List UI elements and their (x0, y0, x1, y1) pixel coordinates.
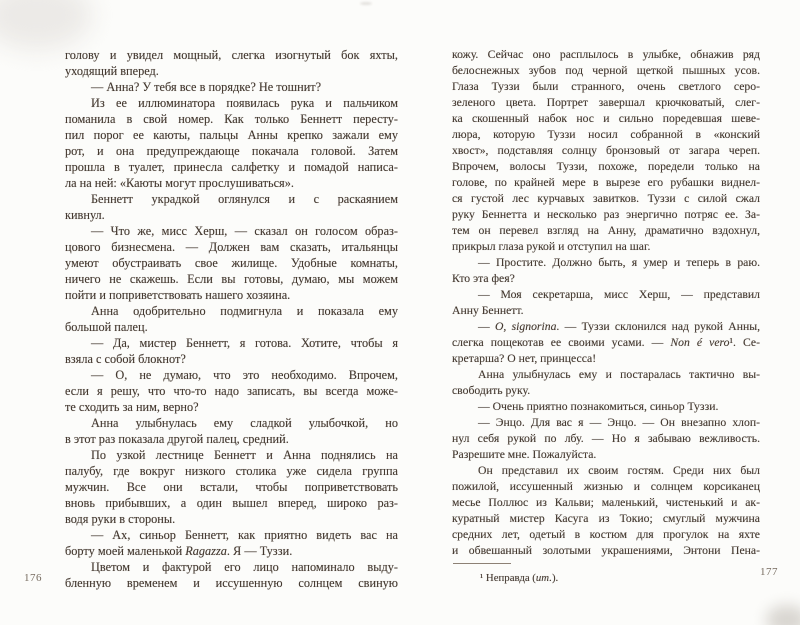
text-line: и обвешанный золотыми украшениями, Энтони Пена- (452, 544, 760, 557)
text-line: пил порог ее каюты, пальцы Анны крепко зажали ему (65, 128, 398, 142)
scan-artifact-bottom-right (766, 605, 800, 625)
text-line: зеленого цвета. Портрет завершал крючковатый, слег- (452, 96, 760, 109)
text-line: умеют обустраивать свое жилище. Удобные комнаты, (65, 256, 398, 270)
text-line: кивнул. (65, 208, 105, 222)
text-line: пожилой, иссушенный жизнью и солнцем корсиканец (452, 480, 760, 493)
text-line: голову и увидел мощный, слегка изогнутый бок яхты, (65, 48, 398, 62)
text-line: — Простите. Должно быть, я умер и теперь в раю. (478, 256, 760, 269)
text-line: ся густой лес курчавых завитков. Туззи с силой сжал (452, 192, 760, 205)
text-line: куратный мистер Касуга из Токио; смуглый мужчина (452, 512, 760, 525)
text-line: Кто эта фея? (452, 272, 515, 285)
right-page-number: 177 (760, 566, 778, 578)
footnote-divider (453, 563, 511, 564)
text-line: кретарша? О нет, принцесса! (452, 352, 597, 365)
footnote-text: ¹ Неправда (ит.). (480, 572, 559, 584)
text-line: средних лет, одетый в костюм для прогулок на яхте (452, 528, 760, 541)
text-line: хвост», подставляя солнцу бронзовый от загара череп. (452, 144, 760, 157)
text-line: ла на ней: «Каюты могут прослушиваться». (65, 176, 294, 190)
text-line: — Очень приятно познакомиться, синьор Туззи. (478, 400, 719, 413)
text-line: Анна улыбнулась ему и постаралась тактично вы- (478, 368, 760, 381)
text-line: Цветом и фактурой его лицо напоминало выду- (91, 560, 398, 574)
text-line: ничего не скажешь. Если вы готовы, думаю, мы можем (65, 272, 398, 286)
left-page-text-column (65, 47, 398, 591)
text-line: поманила в свой номер. Как только Беннетт пересту- (65, 112, 398, 126)
text-line: Он представил их своим гостям. Среди них был (478, 464, 760, 477)
text-line: — О, не думаю, что это необходимо. Впрочем, (91, 368, 398, 382)
text-line: большой палец. (65, 320, 148, 334)
text-line: — Да, мистер Беннетт, я готова. Хотите, чтобы я (91, 336, 398, 350)
text-line: тем он перевел взгляд на Анну, драматично вздохнул, (452, 224, 760, 237)
text-line: месье Поллюс из Кальви; маленький, чистенький и ак- (452, 496, 760, 509)
text-line: кожу. Сейчас оно расплылось в улыбке, обнажив ряд (452, 48, 760, 61)
text-line: уходящий вперед. (65, 64, 159, 78)
scan-artifact-top-center (360, 2, 372, 5)
text-line: прикрыл глаза рукой и отступил на шаг. (452, 240, 651, 253)
text-line: — Что же, мисс Херш, — сказал он голосом образ- (91, 224, 398, 238)
text-line: в этот раз показала другой палец, средний. (65, 432, 289, 446)
text-line: — Анна? У тебя все в порядке? Не тошнит? (91, 80, 322, 94)
text-line: слегка пощекотав ее своими усами. — Non é vero¹. Се- (452, 336, 760, 349)
text-line: нул себя рукой по лбу. — Но я забываю вежливость. (452, 432, 760, 445)
text-line: вновь прибывших, а один вышел вперед, широко раз- (65, 496, 398, 510)
text-line: Из ее иллюминатора появилась рука и пальчиком (91, 96, 398, 110)
text-line: Анну Беннетт. (452, 304, 524, 317)
text-line: руку Беннетта и несколько раз энергично потряс ее. За- (452, 208, 760, 221)
text-line: — O, signorina. — Туззи склонился над рукой Анны, (478, 320, 760, 333)
text-line: палубу, где вокруг низкого столика уже сидела группа (65, 464, 398, 478)
text-line: водя руки в стороны. (65, 512, 176, 526)
text-line: — Моя секретарша, мисс Херш, — представил (478, 288, 760, 301)
text-line: те сходить за ним, верно? (65, 400, 199, 414)
left-page-number: 176 (24, 572, 42, 584)
text-line: рот, и она предупреждающе покачала головой. Затем (65, 144, 398, 158)
text-line: Анна одобрительно подмигнула и показала ему (91, 304, 398, 318)
text-line: — Ах, синьор Беннетт, как приятно видеть вас на (91, 528, 398, 542)
text-line: Глаза Туззи были странного, очень светлого серо- (452, 80, 760, 93)
text-line: мужчин. Все они встали, чтобы поприветствовать (65, 480, 398, 494)
text-line: борту моей маленькой Ragazza. Я — Туззи. (65, 544, 293, 558)
text-line: — Энцо. Для вас я — Энцо. — Он внезапно хлоп- (478, 416, 760, 429)
text-line: Анна улыбнулась ему сладкой улыбочкой, но (91, 416, 398, 430)
text-line: ка скошенный набок нос и сильно поредевшая шеве- (452, 112, 760, 125)
text-line: если я решу, что что-то надо записать, вы всегда може- (65, 384, 398, 398)
right-page-text-column (452, 47, 760, 559)
text-line: По узкой лестнице Беннетт и Анна поднялись на (91, 448, 398, 462)
text-line: Беннетт украдкой оглянулся и с раскаянием (91, 192, 398, 206)
text-line: голове, по крайней мере в вырезе его рубашки виднел- (452, 176, 760, 189)
text-line: белоснежных зубов под черной щеткой пышных усов. (452, 64, 760, 77)
text-line: взяла с собой блокнот? (65, 352, 186, 366)
scan-artifact-top-left (0, 0, 92, 50)
text-line: Впрочем, волосы Туззи, похоже, поредели только на (452, 160, 760, 173)
text-line: бленную временем и иссушенную солнцем свиную (65, 576, 398, 590)
text-line: свободить руку. (452, 384, 531, 397)
text-line: прошла в туалет, принесла салфетку и помадой написа- (65, 160, 398, 174)
text-line: люра, которую Туззи носил собранной в «конский (452, 128, 760, 141)
text-line: пойти и поприветствовать нашего хозяина. (65, 288, 291, 302)
text-line: цового бизнесмена. — Должен вам сказать, итальянцы (65, 240, 398, 254)
text-line: Разрешите мне. Пожалуйста. (452, 448, 597, 461)
